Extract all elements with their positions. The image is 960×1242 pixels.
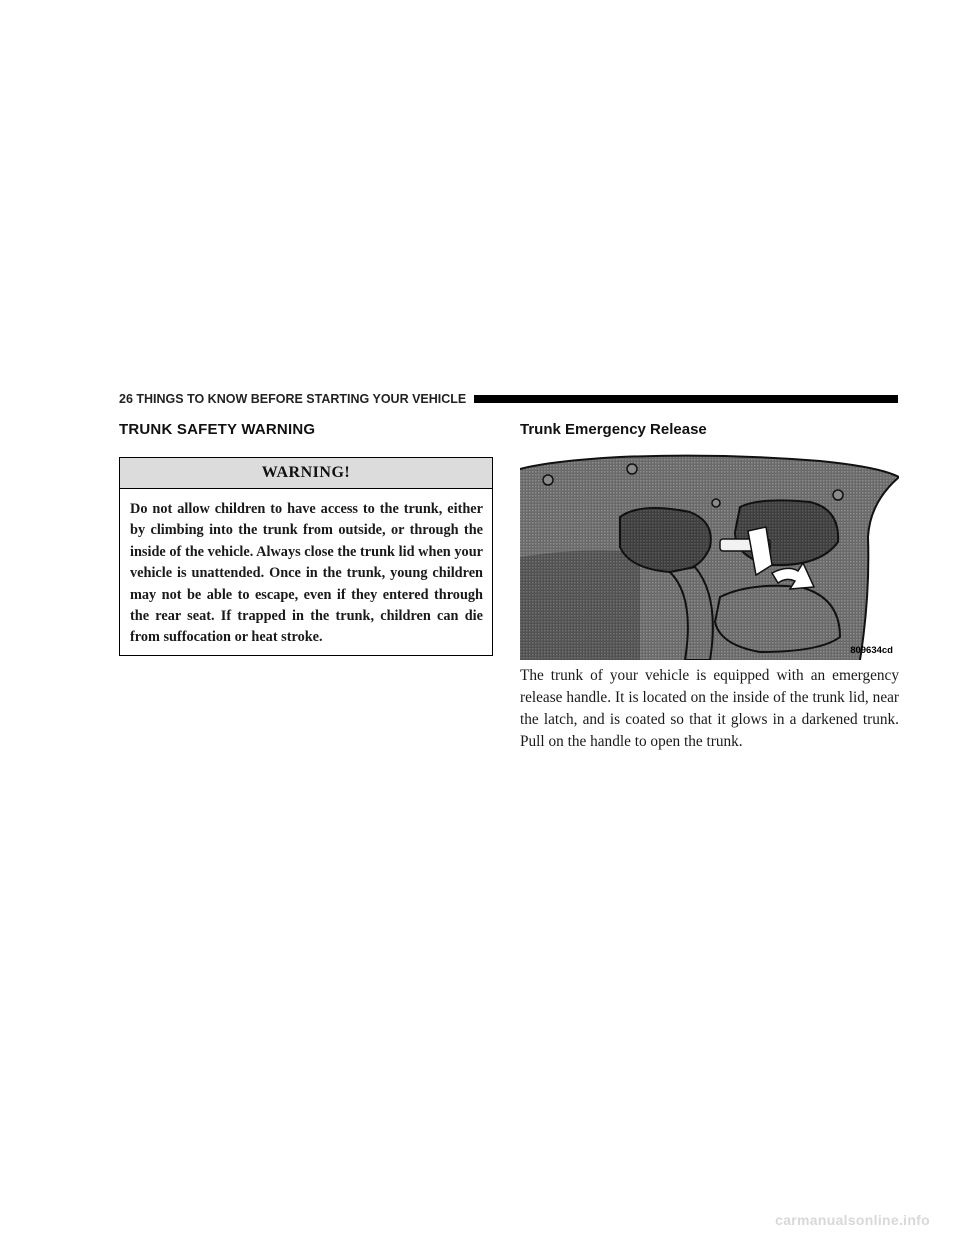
warning-body: Do not allow children to have access to the trunk, either by climbing into the trunk from outside, or through the inside of the vehicle. Always close the trunk lid when your vehicle is unattended. Once in the trunk, young children may not be able to escape, even if they entered through the rear seat. If trapped in the trunk, children can die from suffocation or heat stroke. — [130, 501, 483, 646]
page-header — [119, 390, 898, 408]
figure-code: 809634cd — [850, 645, 893, 656]
page-header-text: 26 THINGS TO KNOW BEFORE STARTING YOUR VEHICLE — [119, 392, 467, 406]
header-rule — [474, 395, 898, 403]
watermark: carmanualsonline.info — [775, 1212, 930, 1228]
trunk-lid-drawing — [520, 447, 899, 660]
warning-title: WARNING! — [120, 458, 492, 489]
trunk-release-illustration — [520, 447, 899, 660]
trunk-safety-heading: TRUNK SAFETY WARNING — [119, 421, 316, 438]
trunk-release-description: The trunk of your vehicle is equipped with an emergency release handle. It is located on the inside of the trunk lid, near the latch, and is coated so that it glows in a darkened trunk. Pull on the handle to open the trunk. — [520, 667, 899, 750]
warning-box — [119, 457, 493, 656]
trunk-emergency-release-heading: Trunk Emergency Release — [520, 421, 707, 438]
